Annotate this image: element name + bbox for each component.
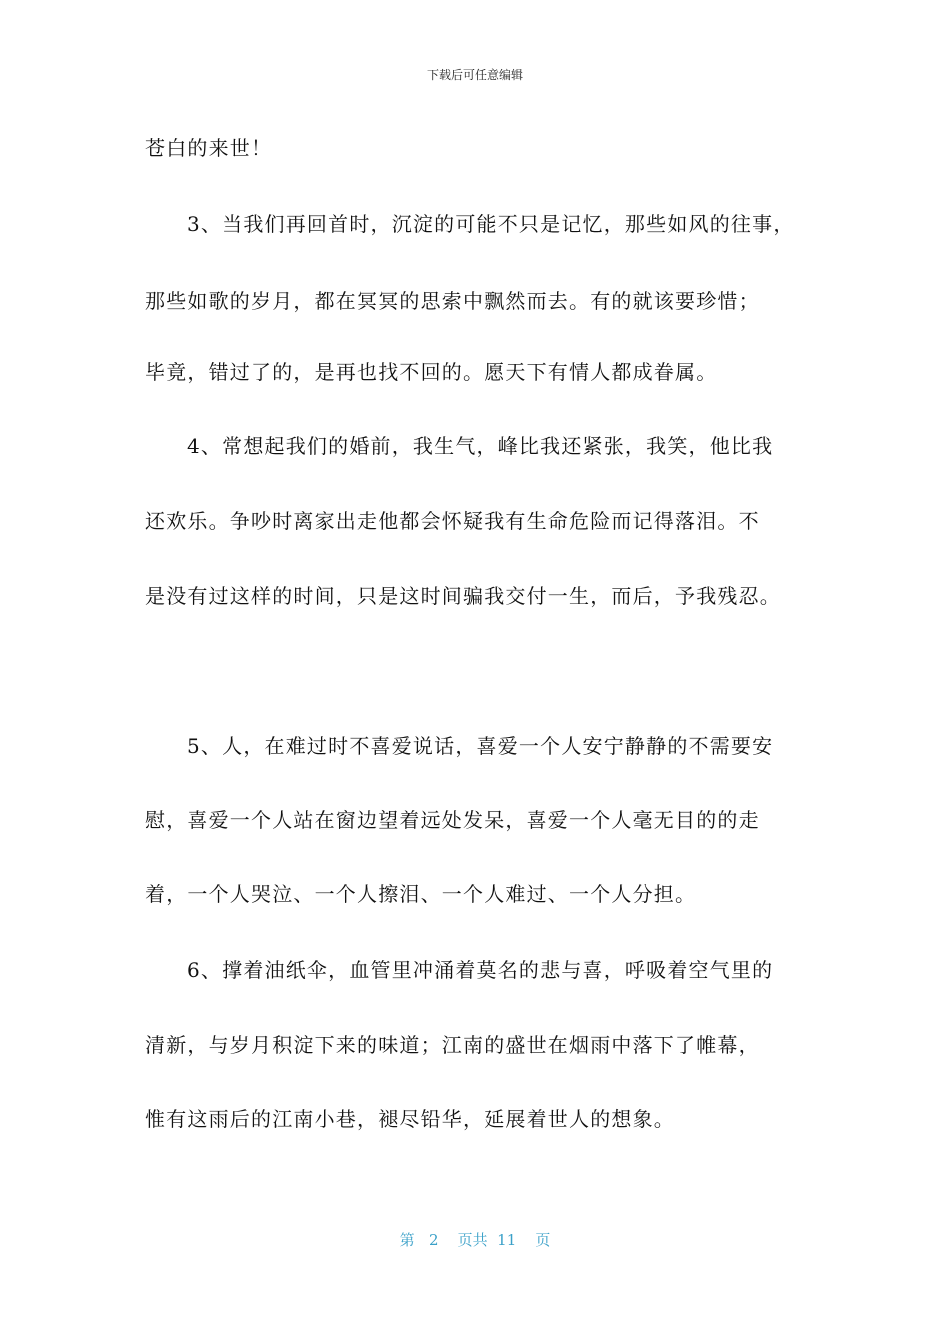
paragraph-4-line: 4、常想起我们的婚前，我生气，峰比我还紧张，我笑，他比我: [187, 434, 774, 458]
text-line: 着，一个人哭泣、一个人擦泪、一个人难过、一个人分担。: [145, 882, 697, 906]
text-line: 那些如歌的岁月，都在冥冥的思索中飘然而去。有的就该要珍惜；: [145, 289, 760, 313]
footer-prefix: 第: [399, 1231, 415, 1249]
total-pages-number: 11: [497, 1231, 517, 1249]
text-line: 毕竟，错过了的，是再也找不回的。愿天下有情人都成眷属。: [145, 360, 718, 384]
text-line: 还欢乐。争吵时离家出走他都会怀疑我有生命危险而记得落泪。不: [145, 509, 760, 533]
text-line: 慰，喜爱一个人站在窗边望着远处发呆，喜爱一个人毫无目的的走: [145, 808, 760, 832]
footer-suffix: 页: [535, 1231, 551, 1249]
text-line: 惟有这雨后的江南小巷，褪尽铅华，延展着世人的想象。: [145, 1107, 675, 1131]
paragraph-3-line: 3、当我们再回首时，沉淀的可能不只是记忆，那些如风的往事，: [187, 212, 795, 236]
page-header-note: 下载后可任意编辑: [426, 68, 523, 82]
text-line: 是没有过这样的时间，只是这时间骗我交付一生，而后，予我残忍。: [145, 584, 781, 608]
text-line: 苍白的来世！: [145, 136, 273, 160]
text-line: 清新，与岁月积淀下来的味道；江南的盛世在烟雨中落下了帷幕，: [145, 1033, 760, 1057]
current-page-number: 2: [428, 1231, 439, 1249]
paragraph-5-line: 5、人，在难过时不喜爱说话，喜爱一个人安宁静静的不需要安: [187, 734, 774, 758]
page-number-footer: [0, 1229, 950, 1250]
paragraph-6-line: 6、撑着油纸伞，血管里冲涌着莫名的悲与喜，呼吸着空气里的: [187, 958, 774, 982]
footer-middle: 页共: [457, 1231, 488, 1249]
